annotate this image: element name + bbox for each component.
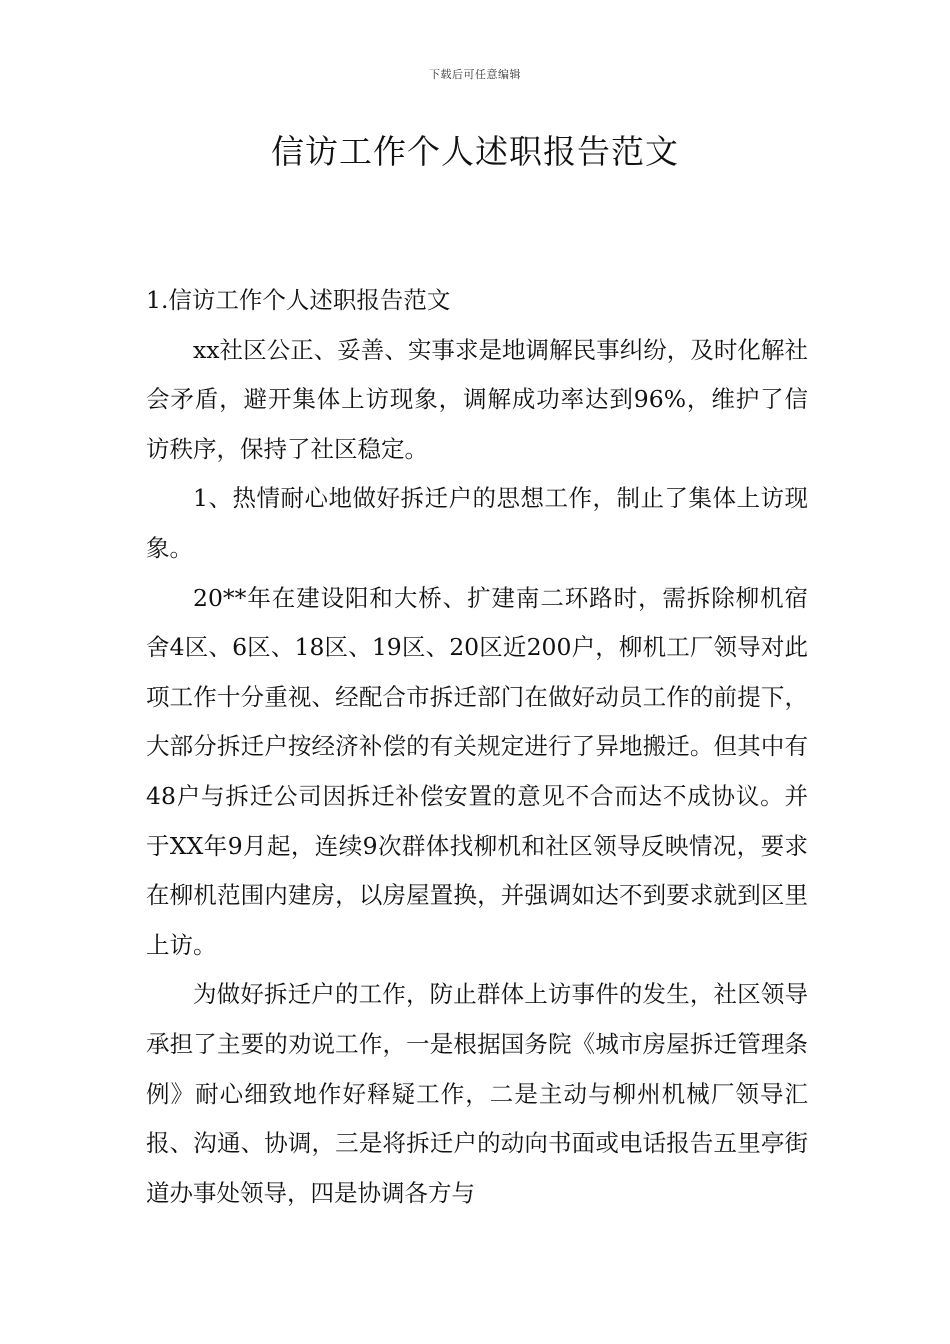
- header-note: 下载后可任意编辑: [429, 68, 521, 81]
- paragraph-1: xx社区公正、妥善、实事求是地调解民事纠纷，及时化解社会矛盾，避开集体上访现象，调解成功率达到96%，维护了信访秩序，保持了社区稳定。: [146, 335, 808, 463]
- document-title: 信访工作个人述职报告范文: [271, 132, 679, 171]
- document-body: [146, 276, 808, 1218]
- section-heading: 1.信访工作个人述职报告范文: [146, 286, 451, 314]
- paragraph-2: 1、热情耐心地做好拆迁户的思想工作，制止了集体上访现象。: [146, 484, 808, 562]
- paragraph-3: 20**年在建设阳和大桥、扩建南二环路时，需拆除柳机宿舍4区、6区、18区、19区、20区近200户，柳机工厂领导对此项工作十分重视、经配合市拆迁部门在做好动员工作的前提下，大部分拆迁户按经济补偿的有关规定进行了异地搬迁。但其中有48户与拆迁公司因拆迁补偿安置的意见不合而达不成协议。并于XX年9月起，连续9次群体找柳机和社区领导反映情况，要求在柳机范围内建房，以房屋置换，并强调如达不到要求就到区里上访。: [146, 583, 808, 959]
- paragraph-4: 为做好拆迁户的工作，防止群体上访事件的发生，社区领导承担了主要的劝说工作，一是根据国务院《城市房屋拆迁管理条例》耐心细致地作好释疑工作，二是主动与柳州机械厂领导汇报、沟通、协调，三是将拆迁户的动向书面或电话报告五里亭街道办事处领导，四是协调各方与: [146, 980, 808, 1207]
